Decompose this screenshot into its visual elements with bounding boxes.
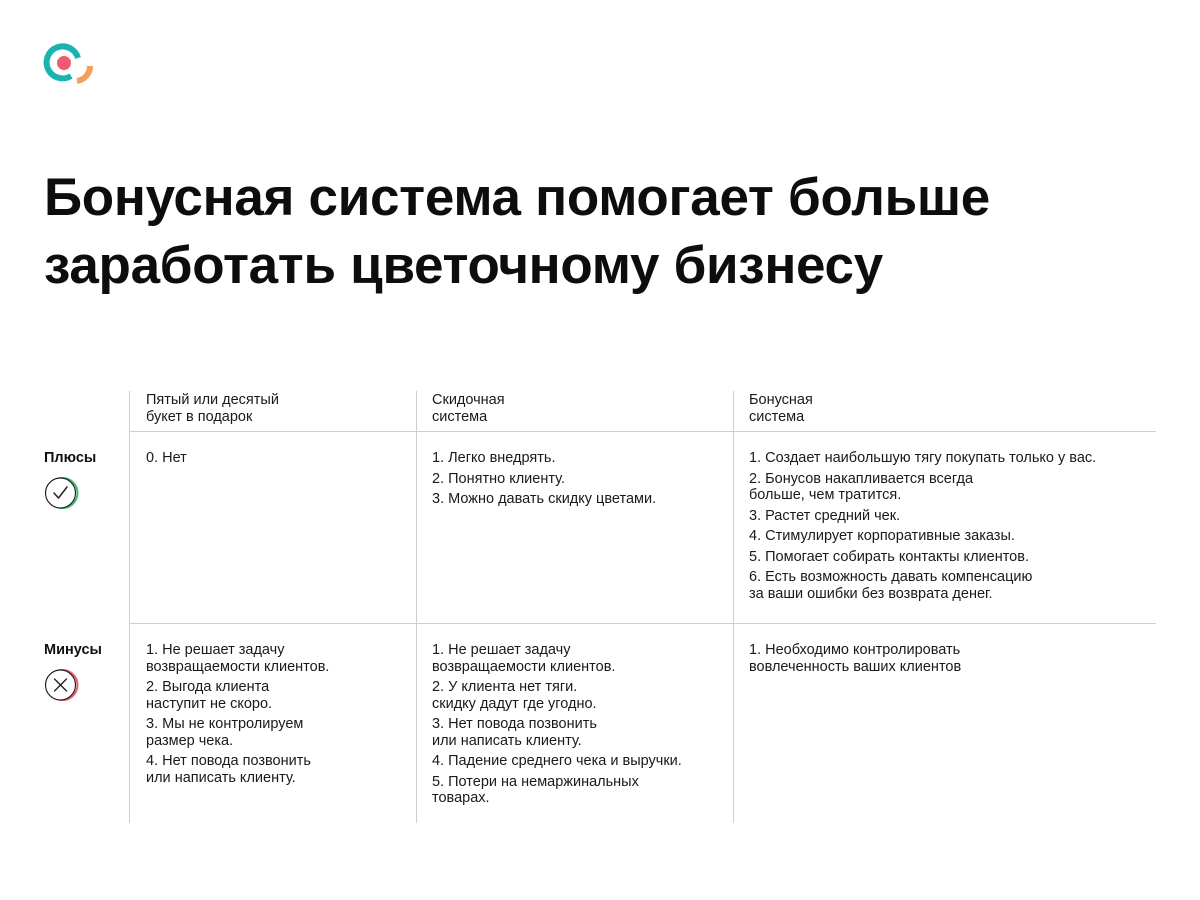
cell-cons-gift: [146, 642, 411, 790]
list-item: 0. Нет: [146, 450, 187, 466]
check-circle-icon: [44, 475, 80, 511]
list-item: 4. Нет повода позвонить или написать клиенту.: [146, 753, 311, 786]
row-divider: [130, 431, 1156, 432]
cell-pros-bonus: [749, 450, 1154, 606]
row-label-pros: Плюсы: [44, 450, 97, 466]
column-header-bonus: Бонусная система: [749, 392, 813, 425]
list-item: 1. Легко внедрять.: [432, 450, 556, 466]
cell-pros-gift: [146, 450, 411, 471]
list-item: 1. Необходимо контролировать вовлеченность ваших клиентов: [749, 642, 962, 675]
row-label-cons: Минусы: [44, 642, 102, 658]
comparison-table: [44, 391, 1156, 823]
column-header-discount: Скидочная система: [432, 392, 505, 425]
list-item: 5. Помогает собирать контакты клиентов.: [749, 548, 1029, 565]
list-item: 2. Выгода клиента наступит не скоро.: [146, 679, 273, 712]
list-item: 5. Потери на немаржинальных товарах.: [432, 773, 639, 806]
title-line-1: Бонусная система помогает больше: [44, 168, 990, 227]
title-line-2: заработать цветочному бизнесу: [44, 236, 883, 295]
list-item: 2. Понятно клиенту.: [432, 470, 565, 487]
list-item: 4. Падение среднего чека и выручки.: [432, 753, 682, 769]
list-item: 1. Не решает задачу возвращаемости клиентов.: [146, 642, 330, 675]
list-item: 4. Стимулирует корпоративные заказы.: [749, 528, 1015, 544]
list-item: 3. Растет средний чек.: [749, 507, 901, 524]
cell-pros-discount: [432, 450, 728, 512]
brand-logo-icon: [42, 42, 94, 86]
cross-circle-icon: [44, 667, 80, 703]
list-item: 1. Не решает задачу возвращаемости клиентов.: [432, 642, 616, 675]
cell-cons-bonus: [749, 642, 1154, 679]
list-item: 3. Нет повода позвонить или написать клиенту.: [432, 716, 597, 749]
list-item: 1. Создает наибольшую тягу покупать только у вас.: [749, 450, 1097, 466]
column-header-gift: Пятый или десятый букет в подарок: [146, 392, 279, 425]
page-title: [44, 164, 1144, 300]
cell-cons-discount: [432, 642, 728, 811]
column-divider: [129, 391, 130, 823]
list-item: 3. Мы не контролируем размер чека.: [146, 716, 304, 749]
list-item: 2. У клиента нет тяги. скидку дадут где угодно.: [432, 679, 597, 712]
column-divider: [733, 391, 734, 823]
list-item: 3. Можно давать скидку цветами.: [432, 491, 657, 507]
row-divider: [130, 623, 1156, 624]
column-divider: [416, 391, 417, 823]
list-item: 2. Бонусов накапливается всегда больше, чем тратится.: [749, 470, 974, 503]
list-item: 6. Есть возможность давать компенсацию за ваши ошибки без возврата денег.: [749, 569, 1033, 602]
